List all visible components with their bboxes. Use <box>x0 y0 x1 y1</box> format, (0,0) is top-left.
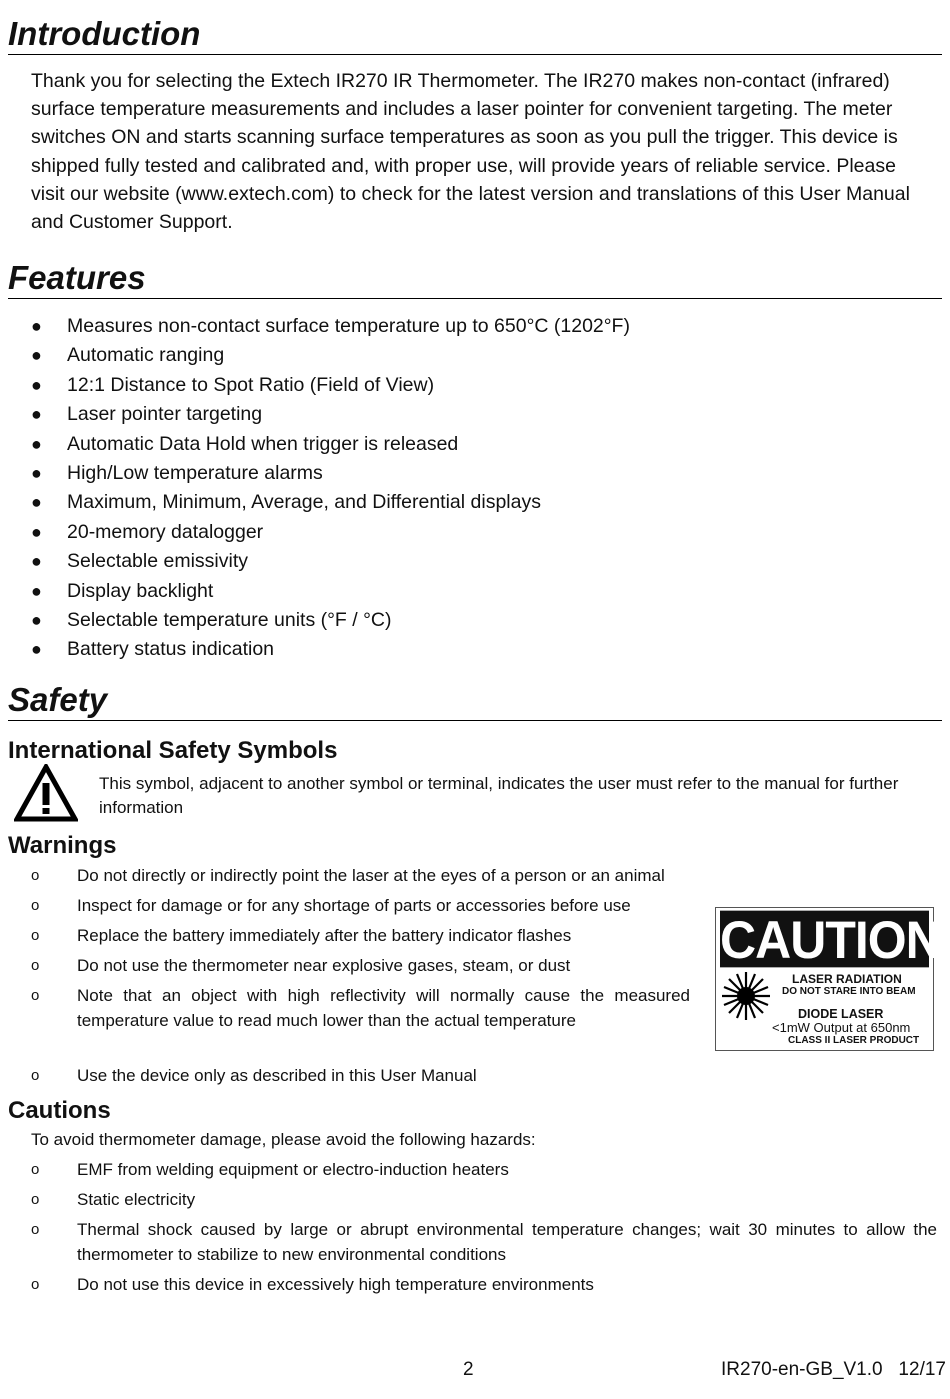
cautions-heading: Cautions <box>8 1097 111 1124</box>
cautions-intro: To avoid thermometer damage, please avoid the following hazards: <box>31 1130 536 1149</box>
circle-bullet-icon: o <box>31 957 40 974</box>
bullet-icon: ● <box>31 580 42 601</box>
circle-bullet-icon: o <box>31 1191 40 1208</box>
introduction-heading: Introduction <box>8 14 942 55</box>
laser-caution-label <box>715 907 941 1051</box>
bullet-icon: ● <box>31 639 42 660</box>
international-safety-symbols-heading: International Safety Symbols <box>8 737 338 764</box>
laser-output-text: <1mW Output at 650nm <box>772 1020 911 1035</box>
caution-title: CAUTION <box>720 910 941 970</box>
bullet-icon: ● <box>31 404 42 425</box>
document-id: IR270-en-GB_V1.0 12/17 <box>721 1359 946 1380</box>
circle-bullet-icon: o <box>31 987 40 1004</box>
safety-symbol-description: This symbol, adjacent to another symbol or terminal, indicates the user must refer to the manual for further information <box>99 774 899 817</box>
circle-bullet-icon: o <box>31 1161 40 1178</box>
bullet-icon: ● <box>31 521 42 542</box>
circle-bullet-icon: o <box>31 1276 40 1293</box>
circle-bullet-icon: o <box>31 897 40 914</box>
do-not-stare-text: DO NOT STARE INTO BEAM <box>782 986 916 997</box>
diode-laser-text: DIODE LASER <box>798 1007 884 1021</box>
bullet-icon: ● <box>31 345 42 366</box>
introduction-paragraph: Thank you for selecting the Extech IR270 IR Thermometer. The IR270 makes non-contact (infrared) surface temperature measurements and includes a laser pointer for convenient targeting. The meter switches ON and starts scanning surface temperatures as soon as you pull the trigger. This device is shipped fully tested and calibrated and, with proper use, will provide years of reliable service. Please visit our website (www.extech.com) to check for the latest version and translations of this User Manual and Customer Support. <box>31 70 910 234</box>
safety-symbol-row <box>14 764 944 824</box>
warning-triangle-icon <box>14 764 78 822</box>
safety-heading: Safety <box>8 680 942 721</box>
laser-radiation-text: LASER RADIATION <box>792 972 902 986</box>
warnings-heading: Warnings <box>8 832 117 859</box>
bullet-icon: ● <box>31 316 42 336</box>
circle-bullet-icon: o <box>31 1221 40 1238</box>
features-heading: Features <box>8 258 942 299</box>
bullet-icon: ● <box>31 374 42 395</box>
bullet-icon: ● <box>31 609 42 630</box>
manual-page: Introduction Thank you for selecting the Extech IR270 IR Thermometer. The IR270 makes non-contact (infrared) surface temperature measurements and includes a laser pointer for convenient targeting. The meter switches ON and starts scanning surface temperatures as soon as you pull the trigger. This device is shipped fully tested and calibrated and, with proper use, will provide years of reliable service. Please visit our website (www.extech.com) to check for the latest version and translations of this User Manual and Customer Support. Features ● Measures non-contact surface temperature up to 650°C (1202°F) ● Automatic ranging ● 12:1 Distance to Spot Ratio (Field of View) ● Laser pointer targeting ● Automatic Data Hold when trigger is released ● High/Low temperature alarms ● Maximum, Minimum, Average, and Differential displays ● 20-memory datalogger ● Selectable emissivity ● Display backlight ● Selectable temperature units (°F / °C) ● Battery status indication Safety International Safety Symbols This symbol, adjacent to another symbol or terminal, indicates the user must refer to the manual for further information Warnings o Do not directly or indirectly point the laser at the eyes of a person or an animal o Inspect for damage or for any shortage of parts or accessories before use o Replace the battery immediately after the battery indicator flashes o Do not use the thermometer near explosive gases, steam, or dust o Note that an object with high reflectivity will normally cause the measured temperature value to read much lower than the actual temperature o Use the device only as described in this User Manual CAUTION LASER RADIATION DO NOT STARE INTO BEAM DIODE LASER <1mW Output at 650nm CLASS II LASER PRODUCT Cautions To avoid thermometer damage, please avoid the following hazards: o EMF from welding equipment or electro-induction heaters o Static electricity o Thermal shock caused by large or abrupt environmental temperature changes; wait 30 minutes to allow the thermometer to stabilize to new environmental conditions o Do not use this device in excessively high temperature environments 2 IR270-en-GB_V1.0 12/17 <box>0 0 950 1399</box>
circle-bullet-icon: o <box>31 927 40 944</box>
bullet-icon: ● <box>31 551 42 572</box>
bullet-icon: ● <box>31 492 42 513</box>
circle-bullet-icon: o <box>31 1067 40 1084</box>
circle-bullet-icon: o <box>31 867 40 884</box>
laser-starburst-icon <box>720 970 772 1022</box>
laser-class-text: CLASS II LASER PRODUCT <box>788 1035 920 1046</box>
bullet-icon: ● <box>31 433 42 454</box>
bullet-icon: ● <box>31 462 42 483</box>
page-number: 2 <box>463 1359 474 1380</box>
